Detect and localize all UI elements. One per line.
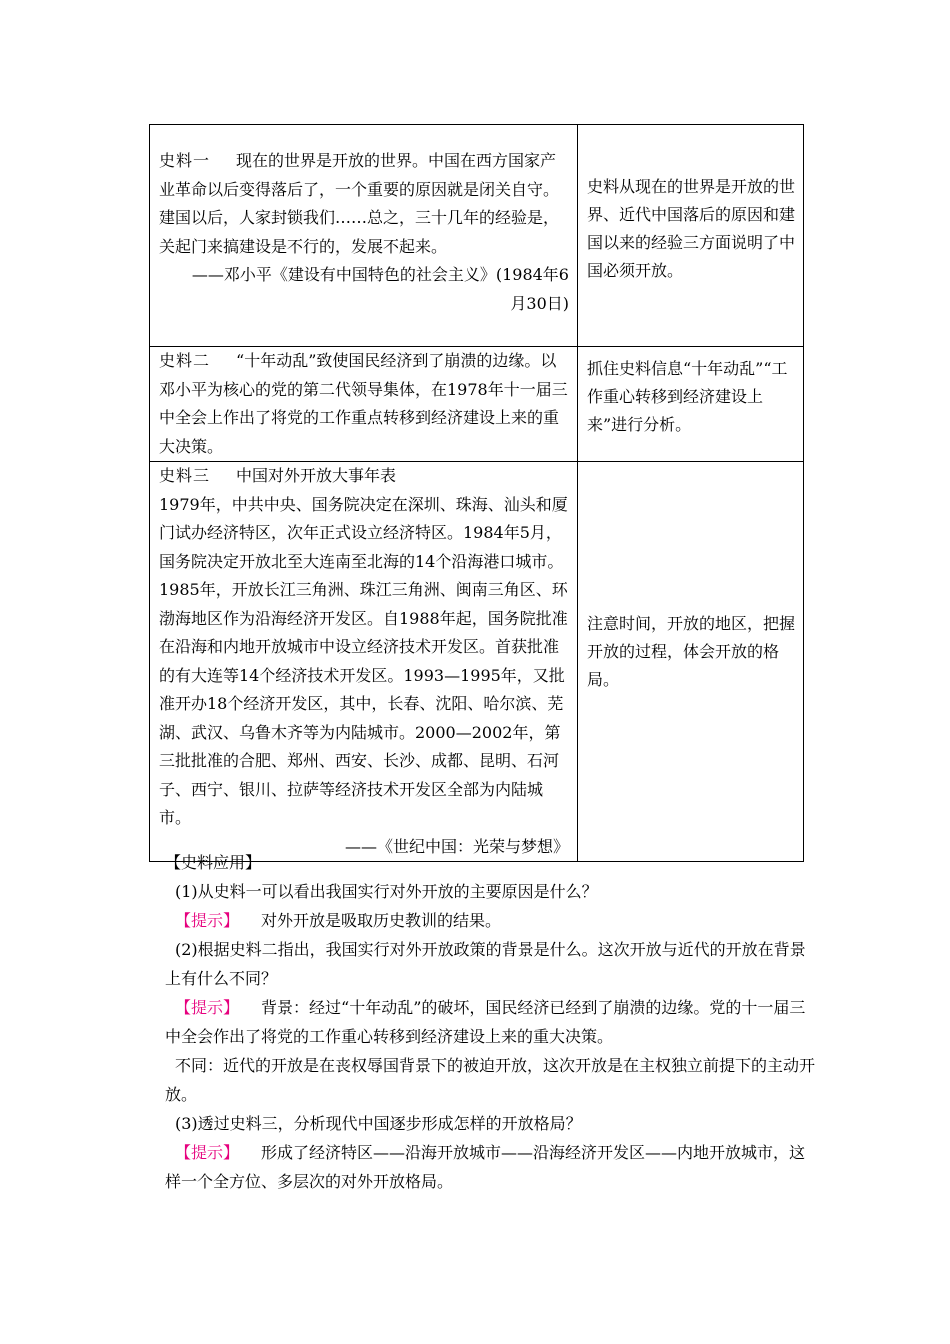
- source-label: 史料二: [159, 351, 211, 370]
- source-cell: [150, 462, 578, 862]
- source-label: 史料三: [159, 466, 211, 485]
- answer-3: [165, 1138, 815, 1196]
- note-cell: [578, 125, 804, 347]
- source-text: “十年动乱”致使国民经济到了崩溃的边缘。以邓小平为核心的党的第二代领导集体，在1978年十一届三中全会上作出了将党的工作重点转移到经济建设上来的重大决策。: [159, 351, 568, 456]
- source-text: 1979年，中共中央、国务院决定在深圳、珠海、汕头和厦门试办经济特区，次年正式设立经济特区。1984年5月，国务院决定开放北至大连南至北海的14个沿海港口城市。1985年，开放长江三角洲、珠江三角洲、闽南三角区、环渤海地区作为沿海经济开发区。自1988年起，国务院批准在沿海和内地开放城市中设立经济技术开发区。首获批准的有大连等14个经济技术开发区。1993—1995年，又批准开办18个经济开发区，其中，长春、沈阳、哈尔滨、芜湖、武汉、乌鲁木齐等为内陆城市。2000—2002年，第三批批准的合肥、郑州、西安、长沙、成都、昆明、石河子、西宁、银川、拉萨等经济技术开发区全部为内陆城市。: [159, 494, 568, 827]
- source-title: 中国对外开放大事年表: [236, 466, 397, 485]
- source-text: 现在的世界是开放的世界。中国在西方国家产业革命以后变得落后了，一个重要的原因就是闭关自守。建国以后，人家封锁我们……总之，三十几年的经验是，关起门来搞建设是不行的，发展不起来。: [159, 151, 560, 256]
- section-heading: 【史料应用】: [165, 853, 262, 872]
- application-section: [165, 848, 815, 1196]
- source-cell: [150, 125, 578, 347]
- source-label: 史料一: [159, 151, 211, 170]
- table-row: [150, 125, 804, 347]
- answer-text: 背景：经过“十年动乱”的破坏，国民经济已经到了崩溃的边缘。党的十一届三中全会作出了将党的工作重心转移到经济建设上来的重大决策。: [165, 998, 806, 1046]
- question-1: (1)从史料一可以看出我国实行对外开放的主要原因是什么？: [175, 882, 598, 901]
- source-cell: [150, 347, 578, 462]
- hint-label: 【提示】: [175, 998, 240, 1017]
- answer-2: [165, 993, 815, 1051]
- source-citation: ——《世纪中国：光荣与梦想》: [344, 836, 569, 856]
- table-row: [150, 347, 804, 462]
- note-text: 注意时间，开放的地区，把握开放的过程，体会开放的格局。: [587, 614, 796, 689]
- note-cell: [578, 347, 804, 462]
- question-3: (3)透过史料三，分析现代中国逐步形成怎样的开放格局？: [175, 1114, 582, 1133]
- source-material-table: [149, 124, 804, 862]
- note-text: 史料从现在的世界是开放的世界、近代中国落后的原因和建国以来的经验三方面说明了中国必须开放。: [587, 177, 796, 280]
- note-text: 抓住史料信息“十年动乱”“工作重心转移到经济建设上来”进行分析。: [587, 359, 788, 434]
- hint-label: 【提示】: [175, 1143, 240, 1162]
- hint-label: 【提示】: [175, 911, 240, 930]
- source-citation: ——邓小平《建设有中国特色的社会主义》(1984年6月30日): [191, 265, 569, 313]
- answer-text: 对外开放是吸取历史教训的结果。: [261, 911, 502, 930]
- note-cell: [578, 462, 804, 862]
- answer-2-difference: 不同：近代的开放是在丧权辱国背景下的被迫开放，这次开放是在主权独立前提下的主动开放。: [165, 1056, 816, 1104]
- question-2: (2)根据史料二指出，我国实行对外开放政策的背景是什么。这次开放与近代的开放在背景上有什么不同？: [165, 940, 806, 988]
- answer-1: [165, 906, 815, 935]
- answer-text: 形成了经济特区——沿海开放城市——沿海经济开发区——内地开放城市，这样一个全方位、多层次的对外开放格局。: [165, 1143, 806, 1191]
- table-row: [150, 462, 804, 862]
